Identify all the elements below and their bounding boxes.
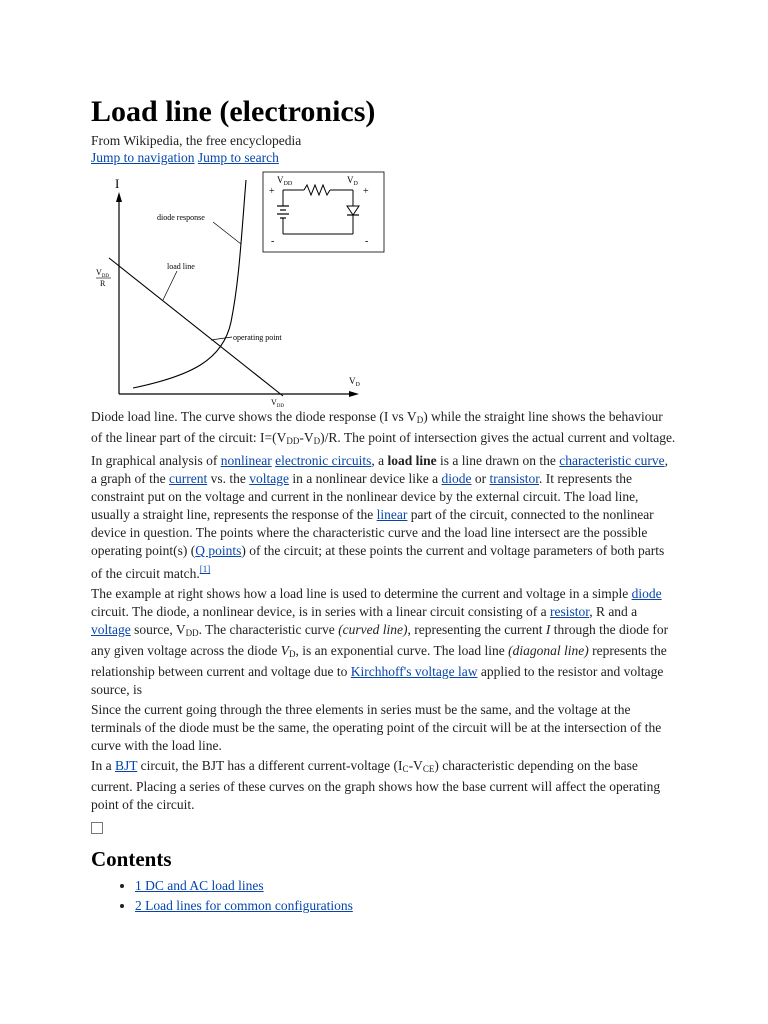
reference-1-link[interactable]: [1] <box>199 564 211 574</box>
plus-left: + <box>269 186 275 197</box>
label-operating-point: operating point <box>233 333 282 342</box>
minus-left: - <box>271 236 275 247</box>
link-transistor[interactable]: transistor <box>489 471 540 486</box>
axis-label-i: I <box>115 176 120 191</box>
load-line-figure <box>91 172 391 409</box>
article <box>91 92 677 916</box>
label-vdd-bottom: $V_{DD}$ <box>271 398 285 409</box>
toc-item <box>135 876 677 896</box>
circuit-label-vd: $V_D$ <box>347 175 358 187</box>
link-kirchhoffs-voltage-law[interactable]: Kirchhoff's voltage law <box>350 664 478 679</box>
jump-links <box>91 149 677 166</box>
paragraph-example: The example at right shows how a load line is used to determine the current and voltage in a simple diode circuit. The diode, a nonlinear device, is in series with a linear circuit consisting of a resistor, R and a voltage source, $V_{DD}$. The characteristic curve (curved line), representing the current I through the diode for any given voltage across the diode $V_D$, is an exponential curve. The load line (diagonal line) represents the relationship between current and voltage due to Kirchhoff's voltage law applied to the resistor and voltage source, is <box>91 586 669 697</box>
y-axis-arrow <box>116 192 122 202</box>
jump-to-navigation-link[interactable]: Jump to navigation <box>91 150 195 165</box>
leader-diode-response <box>213 222 241 244</box>
jump-to-search-link[interactable]: Jump to search <box>197 150 279 165</box>
link-nonlinear[interactable]: nonlinear <box>220 453 272 468</box>
diode-response-curve <box>133 180 246 388</box>
link-resistor[interactable]: resistor <box>549 604 590 619</box>
load-line <box>109 258 283 396</box>
label-vdd-top: $V_{DD}$ <box>96 268 110 279</box>
toc-toggle-checkbox[interactable] <box>91 822 103 834</box>
link-electronic-circuits[interactable]: electronic circuits <box>275 453 372 468</box>
page-title: Load line (electronics) <box>91 95 376 128</box>
load-line-diagram <box>91 172 391 409</box>
toc-list <box>91 876 677 916</box>
link-q-points[interactable]: Q points <box>195 543 242 558</box>
link-linear[interactable]: linear <box>376 507 408 522</box>
label-r: R <box>100 279 106 288</box>
leader-load-line <box>163 271 177 300</box>
link-diode[interactable]: diode <box>441 471 472 486</box>
paragraph-bjt: In a BJT circuit, the BJT has a different current-voltage $(I_C-V_{CE})$ characteristic depending on the base current. Placing a series of these curves on the graph shows how the base current will affect the operating point of the circuit. <box>91 758 661 812</box>
figure-caption: Diode load line. The curve shows the diode response (I vs $V_D$) while the straight line shows the behaviour of the linear part of the circuit: $I=(V_{DD}-V_D)/R$. The point of intersection gives the actual current and voltage. <box>91 409 676 446</box>
toc-item <box>135 896 677 916</box>
label-vd-axis: $V_D$ <box>349 376 360 388</box>
bold-load-line: load line <box>387 453 437 468</box>
link-voltage-2[interactable]: voltage <box>91 622 131 637</box>
x-axis-arrow <box>349 391 359 397</box>
circuit-label-vdd: $V_{DD}$ <box>277 175 293 187</box>
toc-link-dc-ac[interactable]: 1 DC and AC load lines <box>135 878 264 893</box>
paragraph-series-current: Since the current going through the three elements in series must be the same, and the voltage at the terminals of the diode must be the same, the operating point of the circuit will be at the intersection of the curve with the load line. <box>91 702 662 753</box>
link-bjt[interactable]: BJT <box>115 758 138 773</box>
paragraph-intro: In graphical analysis of nonlinear electronic circuits, a load line is a line drawn on the characteristic curve, a graph of the current vs. the voltage in a nonlinear device like a diode or transistor. It represents the constraint put on the voltage and current in the nonlinear device by the external circuit. The load line, usually a straight line, represents the response of the linear part of the circuit, connected to the nonlinear device in question. The points where the characteristic curve and the load line intersect are the possible operating point(s) (Q points) of the circuit; at these points the current and voltage parameters of both parts of the circuit match.[1] <box>91 453 668 581</box>
link-diode-2[interactable]: diode <box>631 586 662 601</box>
minus-right: - <box>365 236 369 247</box>
link-characteristic-curve[interactable]: characteristic curve <box>559 453 665 468</box>
label-diode-response: diode response <box>157 213 205 222</box>
plus-right: + <box>363 186 369 197</box>
label-load-line: load line <box>167 262 195 271</box>
toc-link-common-configurations[interactable]: 2 Load lines for common configurations <box>135 898 353 913</box>
contents-heading: Contents <box>91 847 172 871</box>
leader-operating-point <box>211 337 232 340</box>
link-voltage[interactable]: voltage <box>249 471 289 486</box>
site-subtitle: From Wikipedia, the free encyclopedia <box>91 133 302 148</box>
link-current[interactable]: current <box>168 471 208 486</box>
